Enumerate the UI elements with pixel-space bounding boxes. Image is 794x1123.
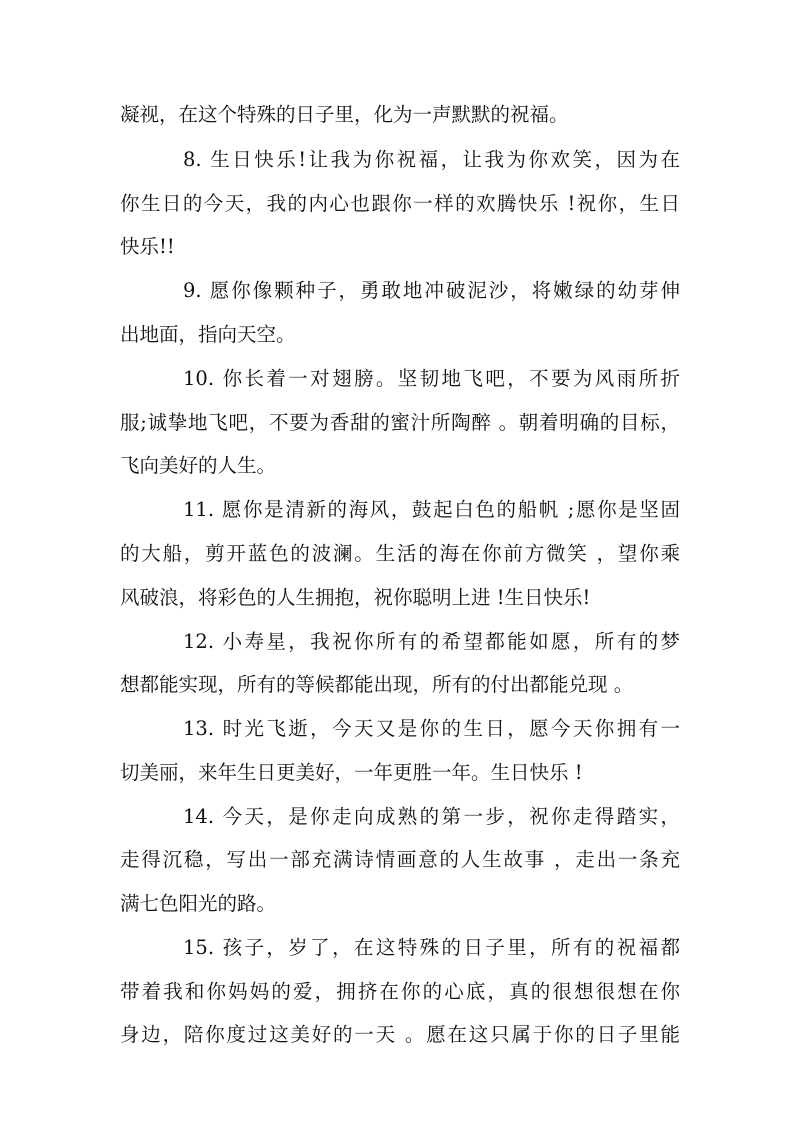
paragraph-11-line-1: 11. 愿你是清新的海风，鼓起白色的船帆 ;愿你是坚固 xyxy=(183,498,680,521)
text-line: 快乐!! xyxy=(120,235,175,258)
paragraph-10-line-1: 10. 你长着一对翅膀。坚韧地飞吧，不要为风雨所折 xyxy=(183,367,680,390)
text-line: 切美丽，来年生日更美好，一年更胜一年。生日快乐 ! xyxy=(120,761,583,784)
paragraph-8-line-1: 8. 生日快乐!让我为你祝福，让我为你欢笑，因为在 xyxy=(183,148,680,171)
text-line: 身边，陪你度过这美好的一天 。愿在这只属于你的日子里能 xyxy=(120,1023,680,1046)
text-line: 凝视，在这个特殊的日子里，化为一声默默的祝福。 xyxy=(120,103,569,126)
text-line: 的大船，剪开蓝色的波澜。生活的海在你前方微笑 ，望你乘 xyxy=(120,542,680,565)
paragraph-13-line-1: 13. 时光飞逝，今天又是你的生日，愿今天你拥有一 xyxy=(183,717,680,740)
paragraph-12-line-1: 12. 小寿星，我祝你所有的希望都能如愿，所有的梦 xyxy=(183,630,680,653)
text-line: 出地面，指向天空。 xyxy=(120,323,296,346)
paragraph-14-line-1: 14. 今天，是你走向成熟的第一步，祝你走得踏实， xyxy=(183,805,680,828)
text-line: 服;诚挚地飞吧，不要为香甜的蜜汁所陶醉 。朝着明确的目标， xyxy=(120,411,680,434)
text-line: 飞向美好的人生。 xyxy=(120,454,277,477)
text-line: 风破浪，将彩色的人生拥抱，祝你聪明上进 !生日快乐! xyxy=(120,586,591,609)
paragraph-15-line-1: 15. 孩子，岁了，在这特殊的日子里，所有的祝福都 xyxy=(183,936,680,959)
text-line: 带着我和你妈妈的爱，拥挤在你的心底，真的很想很想在你 xyxy=(120,980,680,1003)
text-line: 想都能实现，所有的等候都能出现，所有的付出都能兑现 。 xyxy=(120,673,634,696)
text-line: 你生日的今天，我的内心也跟你一样的欢腾快乐 !祝你，生日 xyxy=(120,192,680,215)
text-line: 满七色阳光的路。 xyxy=(120,892,277,915)
text-line: 走得沉稳，写出一部充满诗情画意的人生故事 ，走出一条充 xyxy=(120,848,680,871)
paragraph-9-line-1: 9. 愿你像颗种子，勇敢地冲破泥沙，将嫩绿的幼芽伸 xyxy=(183,279,680,302)
